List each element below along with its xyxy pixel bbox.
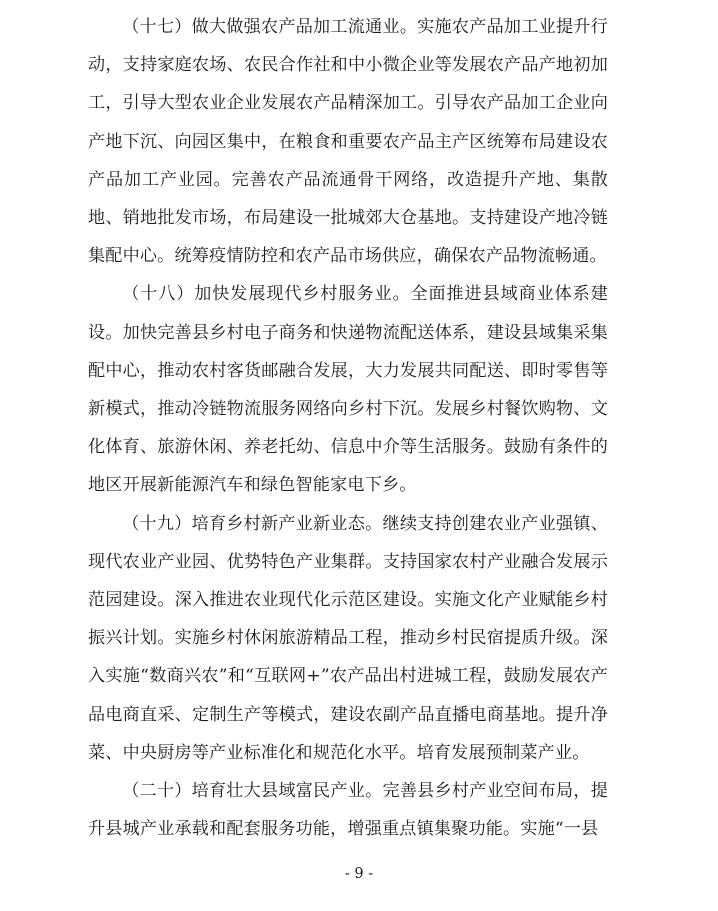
page-body bbox=[88, 8, 608, 848]
paragraph-19: （十九）培育乡村新产业新业态。继续支持创建农业产业强镇、现代农业产业园、优势特色产业集群。支持国家农村产业融合发展示范园建设。深入推进农业现代化示范区建设。实施文化产业赋能乡村振兴计划。实施乡村休闲旅游精品工程，推动乡村民宿提质升级。深入实施“数商兴农”和“互联网+”农产品出村进城工程，鼓励发展农产品电商直采、定制生产等模式，建设农副产品直播电商基地。提升净菜、中央厨房等产业标准化和规范化水平。培育发展预制菜产业。 bbox=[88, 513, 608, 763]
paragraph-18: （十八）加快发展现代乡村服务业。全面推进县域商业体系建设。加快完善县乡村电子商务和快递物流配送体系，建设县域集采集配中心，推动农村客货邮融合发展，大力发展共同配送、即时零售等新模式，推动冷链物流服务网络向乡村下沉。发展乡村餐饮购物、文化体育、旅游休闲、养老托幼、信息中介等生活服务。鼓励有条件的地区开展新能源汽车和绿色智能家电下乡。 bbox=[88, 284, 608, 496]
paragraph-17: （十七）做大做强农产品加工流通业。实施农产品加工业提升行动，支持家庭农场、农民合作社和中小微企业等发展农产品产地初加工，引导大型农业企业发展农产品精深加工。引导农产品加工企业向产地下沉、向园区集中，在粮食和重要农产品主产区统筹布局建设农产品加工产业园。完善农产品流通骨干网络，改造提升产地、集散地、销地批发市场，布局建设一批城郊大仓基地。支持建设产地冷链集配中心。统筹疫情防控和农产品市场供应，确保农产品物流畅通。 bbox=[88, 17, 608, 267]
paragraph-20: （二十）培育壮大县域富民产业。完善县乡村产业空间布局，提升县城产业承载和配套服务功能，增强重点镇集聚功能。实施“一县 bbox=[88, 781, 608, 840]
page-number: - 9 - bbox=[344, 866, 374, 882]
